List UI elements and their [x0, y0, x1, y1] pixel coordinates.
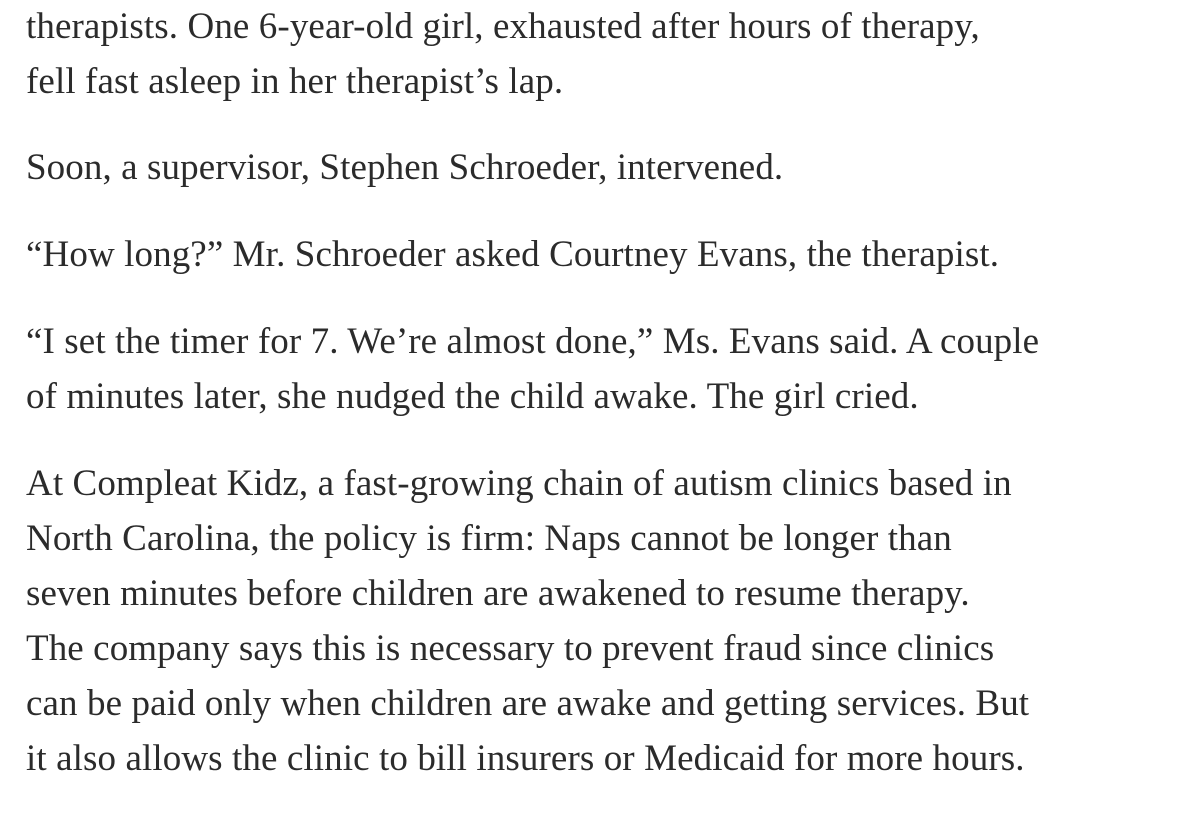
- paragraph-line: of minutes later, she nudged the child awake. The girl cried.: [26, 376, 919, 417]
- paragraph-line: can be paid only when children are awake and getting services. But: [26, 683, 1030, 724]
- paragraph-line: North Carolina, the policy is firm: Naps cannot be longer than: [26, 518, 952, 559]
- paragraph-line: seven minutes before children are awakened to resume therapy.: [26, 573, 970, 614]
- paragraph-line: “How long?” Mr. Schroeder asked Courtney Evans, the therapist.: [26, 234, 1000, 275]
- paragraph-line: Soon, a supervisor, Stephen Schroeder, intervened.: [26, 147, 784, 188]
- paragraph-line: At Compleat Kidz, a fast-growing chain of autism clinics based in: [26, 463, 1012, 504]
- paragraph-line: it also allows the clinic to bill insurers or Medicaid for more hours.: [26, 738, 1025, 779]
- paragraph-line: therapists. One 6-year-old girl, exhausted after hours of therapy,: [26, 6, 980, 47]
- paragraph-line: The company says this is necessary to prevent fraud since clinics: [26, 628, 995, 669]
- paragraph-line: fell fast asleep in her therapist’s lap.: [26, 61, 564, 102]
- paragraph-line: “I set the timer for 7. We’re almost done,” Ms. Evans said. A couple: [26, 321, 1040, 362]
